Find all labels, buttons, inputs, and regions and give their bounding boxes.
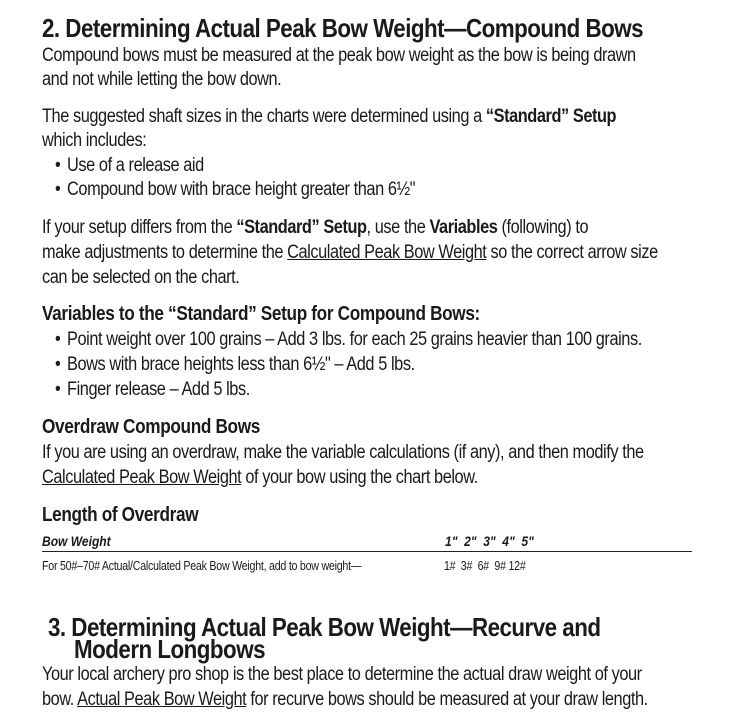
setup-paragraph-line2: which includes: (42, 130, 147, 151)
section3-heading-line2: Modern Longbows (74, 634, 266, 664)
calculated-peak-bow-weight-term: Calculated Peak Bow Weight (42, 467, 242, 488)
bullet-icon: • (55, 179, 61, 200)
differ-text: (following) to (497, 217, 589, 238)
section3-heading-line1: 3. Determining Actual Peak Bow Weight—Recurve and (48, 612, 601, 642)
bullet-icon: • (55, 354, 61, 375)
standard-setup-term: “Standard” Setup (236, 217, 367, 238)
list-item (55, 178, 415, 202)
section2-heading: 2. Determining Actual Peak Bow Weight—Compound Bows (42, 13, 644, 43)
section3-line2 (42, 688, 648, 712)
differ-text: , use the (366, 217, 430, 238)
table-column-values: 1" 2" 3" 4" 5" (445, 533, 534, 549)
list-item-text: Use of a release aid (67, 155, 204, 176)
overdraw-heading: Overdraw Compound Bows (42, 416, 260, 438)
differ-paragraph-line2 (42, 241, 658, 265)
differ-text: so the correct arrow size (486, 242, 658, 263)
bullet-icon: • (55, 155, 61, 176)
overdraw-line1: If you are using an overdraw, make the variable calculations (if any), and then modify the (42, 442, 644, 463)
section2-intro-line2: and not while letting the bow down. (42, 69, 282, 90)
setup-text: The suggested shaft sizes in the charts were determined using a (42, 106, 486, 127)
bullet-icon: • (55, 379, 61, 400)
list-item (55, 154, 204, 178)
standard-setup-term: “Standard” Setup (485, 106, 617, 127)
section3-text: for recurve bows should be measured at your draw length. (246, 689, 648, 710)
calculated-peak-bow-weight-term: Calculated Peak Bow Weight (287, 242, 487, 263)
actual-peak-bow-weight-term: Actual Peak Bow Weight (77, 689, 247, 710)
section3-line1: Your local archery pro shop is the best place to determine the actual draw weight of your (42, 664, 642, 685)
table-row-label: For 50#–70# Actual/Calculated Peak Bow Weight, add to bow weight— (42, 558, 362, 573)
differ-text: If your setup differs from the (42, 217, 237, 238)
list-item (55, 328, 642, 352)
section3-text: bow. (42, 689, 78, 710)
list-item-text: Finger release – Add 5 lbs. (67, 379, 250, 400)
variables-heading: Variables to the “Standard” Setup for Compound Bows: (42, 303, 480, 325)
list-item-text: Compound bow with brace height greater than 6½" (67, 179, 416, 200)
differ-text: make adjustments to determine the (42, 242, 288, 263)
overdraw-line2 (42, 466, 478, 490)
list-item (55, 353, 415, 377)
length-of-overdraw-heading: Length of Overdraw (42, 504, 199, 526)
section2-intro-line1: Compound bows must be measured at the peak bow weight as the bow is being drawn (42, 45, 636, 66)
list-item-text: Point weight over 100 grains – Add 3 lbs. for each 25 grains heavier than 100 grains. (67, 329, 642, 350)
table-divider (42, 551, 692, 552)
differ-paragraph-line1 (42, 216, 588, 240)
table-row-values: 1# 3# 6# 9# 12# (444, 558, 526, 573)
list-item-text: Bows with brace heights less than 6½" – Add 5 lbs. (67, 354, 415, 375)
table-column-label: Bow Weight (42, 533, 111, 549)
differ-paragraph-line3: can be selected on the chart. (42, 267, 240, 288)
overdraw-text: of your bow using the chart below. (241, 467, 478, 488)
bullet-icon: • (55, 329, 61, 350)
setup-paragraph-line1 (42, 105, 616, 129)
list-item (55, 378, 250, 402)
variables-term: Variables (429, 217, 498, 238)
